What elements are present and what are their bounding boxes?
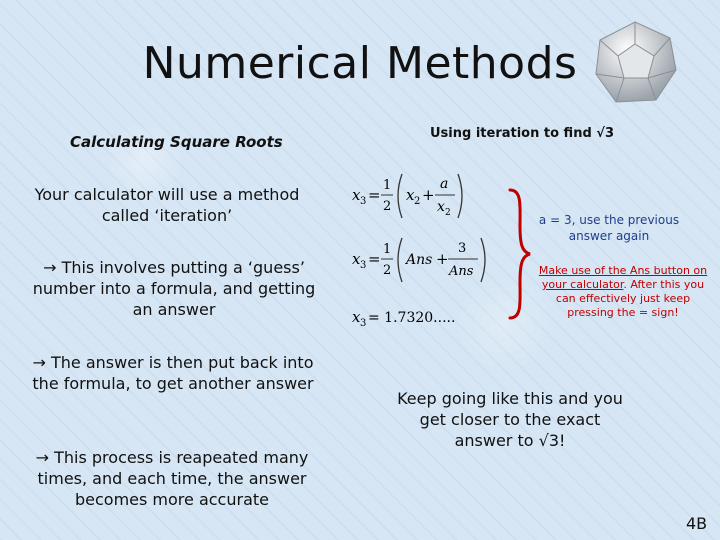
paragraph-repeat-text: This process is reapeated many times, and each time, the answer becomes more accurate xyxy=(37,448,309,509)
slide-title: Numerical Methods xyxy=(142,38,578,89)
paragraph-guess xyxy=(24,257,324,320)
note-ans-button-underlined: Make use of the Ans button on your calculator xyxy=(538,264,708,291)
note-ans-button xyxy=(534,264,712,320)
formula-frac-num: a xyxy=(440,176,449,192)
formula-iteration-general xyxy=(350,168,470,224)
note-previous-answer: a = 3, use the previous answer again xyxy=(538,213,680,243)
formula-half-num: 1 xyxy=(383,242,392,257)
formula-lhs: x xyxy=(352,186,361,204)
formula-lhs-sub: 3 xyxy=(360,260,367,271)
formula-lhs-sub: 3 xyxy=(360,196,367,207)
formula-frac-den-sub: 2 xyxy=(445,208,451,218)
curly-brace xyxy=(506,186,534,322)
formula-plus: + xyxy=(422,186,435,204)
paragraph-guess-text: This involves putting a ‘guess’ number into a formula, and getting an answer xyxy=(32,258,316,319)
formula-term: Ans xyxy=(406,252,433,268)
paragraph-repeat xyxy=(22,447,322,510)
formula-frac-den: x xyxy=(437,199,445,215)
arrow-icon: → xyxy=(43,258,57,277)
formula-eq: = xyxy=(368,250,381,268)
note-ans-button-rest: . After this you can effectively just keep pressing the = sign! xyxy=(555,278,705,319)
formula-frac-den: Ans xyxy=(449,264,474,279)
formula-result xyxy=(350,304,470,330)
formula-term: x xyxy=(406,186,415,204)
subtitle: Calculating Square Roots xyxy=(70,133,283,151)
formula-eq: = xyxy=(368,186,381,204)
paragraph-iteration: Your calculator will use a method called ‘iteration’ xyxy=(34,185,300,225)
dodecahedron-image xyxy=(590,18,680,108)
formula-plus: + xyxy=(436,250,449,268)
paragraph-answer-back-text: The answer is then put back into the formula, to get another answer xyxy=(32,353,314,393)
formula-frac-num: 3 xyxy=(458,241,467,256)
formula-half-den: 2 xyxy=(383,199,392,214)
formula-lhs: x xyxy=(352,308,361,326)
formula-half-num: 1 xyxy=(383,178,392,193)
formula-term-sub: 2 xyxy=(414,196,421,207)
slide-number: 4B xyxy=(686,514,708,533)
formula-iteration-ans xyxy=(350,232,490,286)
formula-rhs: = 1.7320..... xyxy=(368,310,456,326)
formula-lhs-sub: 3 xyxy=(360,318,367,329)
formula-half-den: 2 xyxy=(383,263,392,278)
arrow-icon: → xyxy=(32,353,46,372)
formula-lhs: x xyxy=(352,250,361,268)
arrow-icon: → xyxy=(35,448,50,467)
right-title: Using iteration to find √3 xyxy=(430,126,614,141)
keep-going-text: Keep going like this and you get closer to the exact answer to √3! xyxy=(397,389,623,450)
paragraph-answer-back xyxy=(22,352,324,394)
